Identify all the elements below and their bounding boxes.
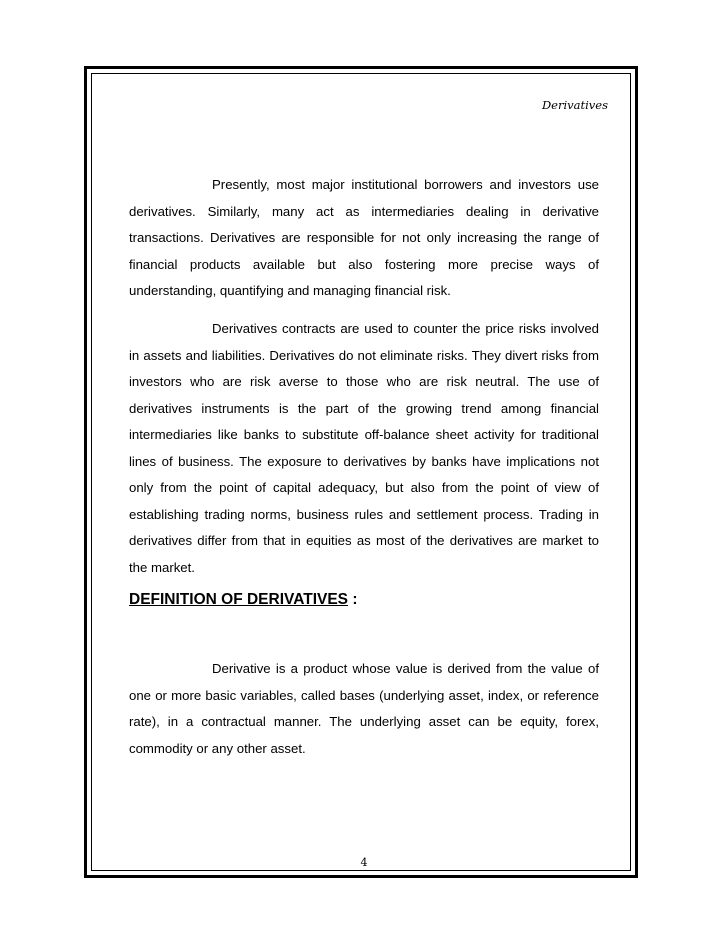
running-header: Derivatives [541,98,608,112]
page-number: 4 [360,856,368,869]
paragraph-definition: Derivative is a product whose value is derived from the value of one or more basic variables, called bases (underlying asset, index, or reference rate), in a contractual manner. The underlying asset can be equity, forex, commodity or any other asset. [129,661,599,756]
paragraph-intro: Presently, most major institutional borrowers and investors use derivatives. Similarly, many act as intermediaries dealing in derivative transactions. Derivatives are responsible for not only increasing the range of financial products available but also fostering more precise ways of understanding, quantifying and managing financial risk. [129,177,599,298]
section-heading [129,591,358,609]
paragraph-price-risks: Derivatives contracts are used to counter the price risks involved in assets and liabilities. Derivatives do not eliminate risks. They divert risks from investors who are risk averse to those who are risk neutral. The use of derivatives instruments is the part of the growing trend among financial intermediaries like banks to substitute off-balance sheet activity for traditional lines of business. The exposure to derivatives by banks have implications not only from the point of capital adequacy, but also from the point of view of establishing trading norms, business rules and settlement process. Trading in derivatives differ from that in equities as most of the derivatives are market to the market. [129,321,599,575]
section-heading-colon: : [348,591,358,608]
section-heading-text: DEFINITION OF DERIVATIVES [129,591,349,608]
